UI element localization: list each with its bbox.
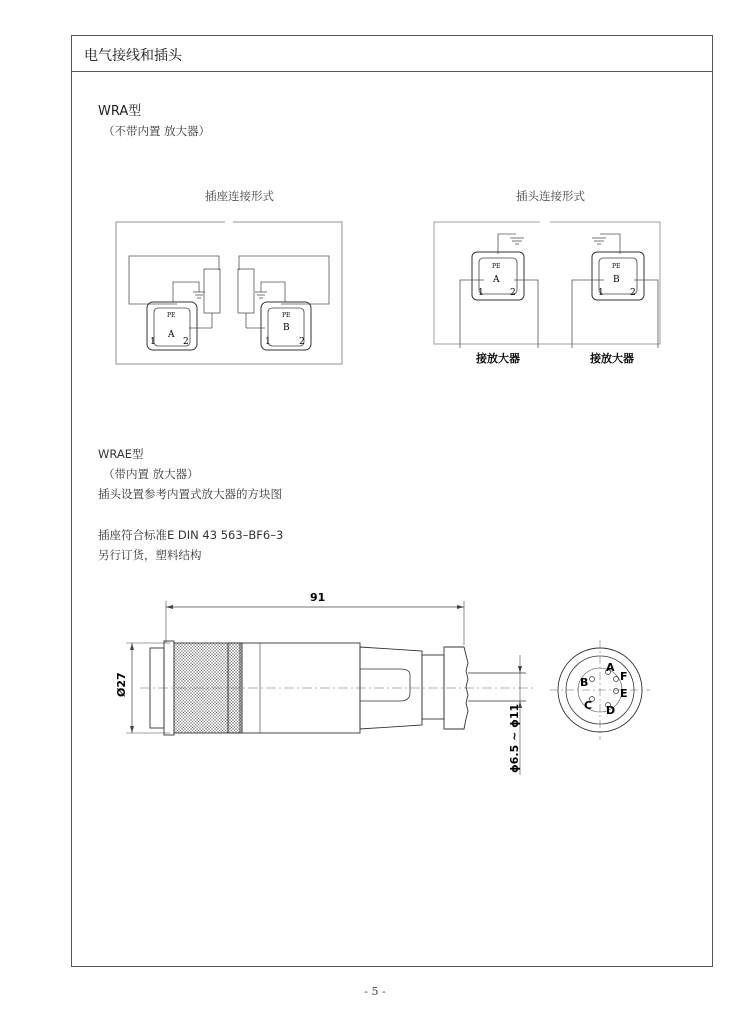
end-pin-a: A [606, 661, 615, 674]
connector-drawing [110, 585, 670, 785]
wrae-line-3: 插座符合标准E DIN 43 563–BF6–3 [98, 528, 284, 542]
plug-right-2: 2 [630, 288, 636, 298]
socket-left-pe: PE [167, 312, 176, 319]
page-number: - 5 - [364, 985, 386, 998]
socket-left-2: 2 [183, 337, 189, 347]
wrae-line-1: （带内置 放大器） [103, 467, 199, 481]
section-title: 电气接线和插头 [84, 48, 182, 64]
wra-title: WRA型 [98, 104, 142, 119]
plug-connection-title: 插头连接形式 [516, 189, 585, 203]
socket-connection-diagram [115, 220, 343, 366]
wrae-line-2: 插头设置参考内置式放大器的方块图 [98, 487, 282, 501]
length-dimension: 91 [310, 591, 326, 604]
socket-right-1: 1 [265, 337, 271, 347]
section-header [72, 36, 712, 72]
plug-right-pe: PE [612, 263, 621, 270]
socket-connection-title: 插座连接形式 [205, 189, 274, 203]
plug-left-1: 1 [478, 288, 484, 298]
socket-right-2: 2 [299, 337, 305, 347]
end-pin-b: B [580, 676, 589, 689]
plug-connection-diagram [432, 220, 662, 370]
end-pin-c: C [584, 699, 593, 712]
plug-right-b: B [613, 275, 620, 285]
socket-right-b: B [283, 323, 290, 333]
socket-left-a: A [168, 330, 175, 340]
plug-left-amp-label: 接放大器 [476, 352, 520, 365]
diameter-dimension: Ø27 [115, 672, 128, 697]
end-pin-e: E [620, 687, 628, 700]
end-pin-d: D [606, 704, 616, 717]
plug-left-2: 2 [510, 288, 516, 298]
end-pin-f: F [620, 670, 628, 683]
socket-right-pe: PE [282, 312, 291, 319]
plug-right-1: 1 [598, 288, 604, 298]
cable-dimension: ϕ6.5 ~ ϕ11 [508, 703, 521, 773]
plug-left-pe: PE [492, 263, 501, 270]
plug-right-amp-label: 接放大器 [590, 352, 634, 365]
socket-left-1: 1 [150, 337, 156, 347]
wra-subtitle: （不带内置 放大器） [103, 124, 211, 138]
wrae-title: WRAE型 [98, 447, 144, 461]
wrae-line-4: 另行订货，塑料结构 [98, 548, 202, 562]
plug-left-a: A [493, 275, 500, 285]
